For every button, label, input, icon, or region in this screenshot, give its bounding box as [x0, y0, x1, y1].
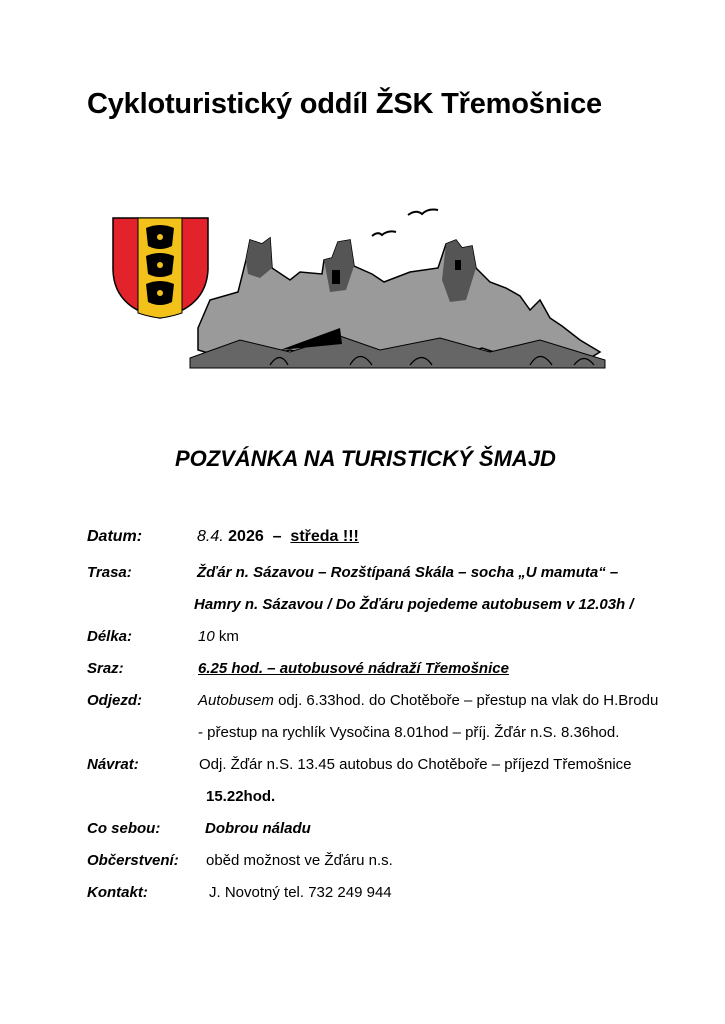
- navrat-label: Návrat:: [87, 756, 139, 773]
- trasa-label: Trasa:: [87, 564, 132, 581]
- delka-num: 10: [198, 628, 215, 645]
- delka-value: [198, 628, 239, 645]
- datum-date: 8.4.: [197, 528, 224, 545]
- delka-unit: km: [218, 628, 239, 645]
- castle-ruin-illustration: [110, 200, 610, 380]
- odjezd-label: Odjezd:: [87, 692, 142, 709]
- trasa-line1: Žďár n. Sázavou – Rozštípaná Skála – socha „U mamuta“ –: [197, 564, 619, 581]
- cosebou-label: Co sebou:: [87, 820, 161, 837]
- navrat-line1: Odj. Žďár n.S. 13.45 autobus do Chotěboře – příjezd Třemošnice: [199, 756, 632, 773]
- odjezd-line2: - přestup na rychlík Vysočina 8.01hod – příj. Žďár n.S. 8.36hod.: [198, 724, 620, 741]
- obcerstveni-value: oběd možnost ve Žďáru n.s.: [206, 852, 393, 869]
- odjezd-details: odj. 6.33hod. do Chotěboře – přestup na vlak do H.Brodu: [278, 692, 659, 709]
- bird-icon: [408, 210, 438, 216]
- delka-label: Délka:: [87, 628, 133, 645]
- sraz-label: Sraz:: [87, 660, 124, 677]
- datum-day: středa !!!: [290, 528, 359, 545]
- datum-dash: –: [272, 528, 282, 545]
- trasa-line2: Hamry n. Sázavou / Do Žďáru pojedeme autobusem v 12.03h /: [194, 596, 634, 613]
- odjezd-line1: [198, 692, 658, 709]
- page-title: Cykloturistický oddíl ŽSK Třemošnice: [87, 88, 602, 120]
- kontakt-label: Kontakt:: [87, 884, 148, 901]
- navrat-line2: 15.22hod.: [206, 788, 276, 805]
- datum-label: Datum:: [87, 528, 143, 545]
- invitation-heading: POZVÁNKA NA TURISTICKÝ ŠMAJD: [175, 446, 556, 471]
- coat-of-arms-icon: [113, 218, 208, 318]
- datum-value: [197, 528, 359, 546]
- datum-year: 2026: [228, 528, 264, 545]
- kontakt-value: J. Novotný tel. 732 249 944: [209, 884, 392, 901]
- odjezd-mode: Autobusem: [198, 692, 274, 709]
- bird-icon: [372, 231, 396, 236]
- cosebou-value: Dobrou náladu: [205, 820, 311, 837]
- obcerstveni-label: Občerstvení:: [87, 852, 179, 869]
- sraz-value: 6.25 hod. – autobusové nádraží Třemošnice: [198, 660, 509, 677]
